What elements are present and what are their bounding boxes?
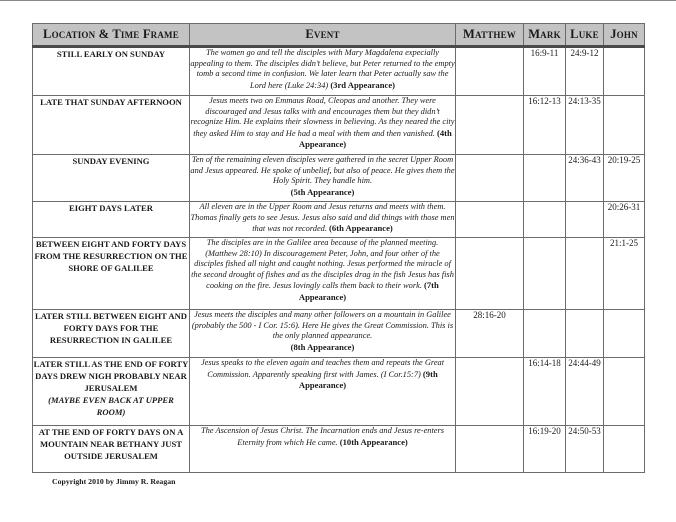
event-text: All eleven are in the Upper Room and Jesus returns and meets with them. Thomas finally gets to see Jesus. Jesus also said and did things with those men that was not recorded. [190, 202, 455, 234]
luke-ref [566, 310, 604, 358]
location-cell [33, 238, 190, 310]
location-cell [33, 47, 190, 96]
appearance-label: (4th Appearance) [298, 127, 452, 150]
appearance-label: (10th Appearance) [339, 436, 408, 447]
appearance-label: (9th Appearance) [298, 368, 438, 391]
table-row [33, 47, 645, 96]
appearance-label: (3rd Appearance) [330, 79, 395, 90]
appearance-label: (5th Appearance) [290, 186, 355, 197]
location-cell [33, 155, 190, 202]
location-cell [33, 358, 190, 426]
luke-ref: 24:50-53 [566, 426, 604, 473]
appearance-label: (6th Appearance) [329, 223, 393, 234]
event-cell [190, 96, 456, 155]
event-text: The disciples are in the Galilee area because of the planned meeting. (Matthew 28:10) In discouragement Peter, John, and four other of the disciples fished all night and caught nothing. Jesus performed the miracle of the second drought of fishes and as the disciples drag in the fish Jesus has fish cooking on the fire. Jesus lovingly calls them back to their work. [191, 238, 454, 291]
matthew-ref [456, 202, 524, 238]
header-matthew: Matthew [456, 24, 524, 47]
copyright-notice: Copyright 2010 by Jimmy R. Reagan [52, 477, 176, 486]
location-text: EIGHT DAYS LATER [69, 203, 153, 213]
matthew-ref [456, 358, 524, 426]
event-cell [190, 358, 456, 426]
luke-ref: 24:13-35 [566, 96, 604, 155]
john-ref [604, 310, 645, 358]
john-ref [604, 358, 645, 426]
matthew-ref [456, 155, 524, 202]
page-top-rule [0, 0, 676, 1]
event-text: Ten of the remaining eleven disciples were gathered in the secret Upper Room and Jesus appeared. He spoke of unbelief, but also of peace. He gives them the Holy Spirit. They handle him. [190, 155, 455, 186]
location-text: LATER STILL BETWEEN EIGHT AND FORTY DAYS FOR THE RESURRECTION IN GALILEE [34, 311, 188, 345]
event-cell [190, 310, 456, 358]
location-text: BETWEEN EIGHT AND FORTY DAYS FROM THE RESURRECTION ON THE SHORE OF GALILEE [34, 239, 188, 273]
matthew-ref: 28:16-20 [456, 310, 524, 358]
matthew-ref [456, 96, 524, 155]
event-cell [190, 47, 456, 96]
matthew-ref [456, 238, 524, 310]
mark-ref [524, 155, 566, 202]
table-row [33, 358, 645, 426]
location-cell [33, 202, 190, 238]
location-cell [33, 96, 190, 155]
event-text: The Ascension of Jesus Christ. The Incarnation ends and Jesus re-enters Eternity from which He came. [200, 426, 445, 447]
mark-ref: 16:9-11 [524, 47, 566, 96]
event-text: Jesus meets two on Emmaus Road, Cleopas and another. They were discouraged and Jesus talks with and encourages them but they didn’t recognize Him. He explains their slowness in believing. As they neared the city they asked Him to stay and He had a meal with them and then vanished. [190, 96, 455, 138]
john-ref: 20:19-25 [604, 155, 645, 202]
table-row [33, 96, 645, 155]
location-cell [33, 426, 190, 473]
header-event: Event [190, 24, 456, 47]
table-row [33, 426, 645, 473]
event-cell [190, 202, 456, 238]
john-ref: 21:1-25 [604, 238, 645, 310]
header-luke: Luke [566, 24, 604, 47]
table-row [33, 202, 645, 238]
event-text: Jesus speaks to the eleven again and teaches them and repeats the Great Commission. Apparently speaking first with James. (I Cor.15:7) [200, 358, 445, 379]
header-mark: Mark [524, 24, 566, 47]
location-cell [33, 310, 190, 358]
luke-ref: 24:44-49 [566, 358, 604, 426]
header-john: John [604, 24, 645, 47]
mark-ref: 16:19-20 [524, 426, 566, 473]
luke-ref [566, 202, 604, 238]
event-cell [190, 155, 456, 202]
appearance-label: (8th Appearance) [290, 341, 355, 352]
john-ref: 20:26-31 [604, 202, 645, 238]
table-row [33, 238, 645, 310]
john-ref [604, 426, 645, 473]
john-ref [604, 47, 645, 96]
event-cell [190, 426, 456, 473]
mark-ref [524, 238, 566, 310]
location-text: LATE THAT SUNDAY AFTERNOON [40, 97, 182, 107]
table-row [33, 310, 645, 358]
location-text: SUNDAY EVENING [72, 156, 150, 166]
table-row [33, 155, 645, 202]
event-cell [190, 238, 456, 310]
appearances-table [32, 23, 645, 473]
header-location: Location & Time Frame [33, 24, 190, 47]
event-text: The women go and tell the disciples with Mary Magdalena expecially appealing to them. The disciples didn’t believe, but Peter returned to the empty tomb a second time in confusion. We later learn that Peter actually saw the Lord here (Luke 24:34) [190, 48, 455, 90]
luke-ref [566, 238, 604, 310]
table-header-row [33, 24, 645, 47]
location-text: STILL EARLY ON SUNDAY [56, 49, 166, 59]
mark-ref: 16:14-18 [524, 358, 566, 426]
location-note: (MAYBE EVEN BACK AT UPPER ROOM) [48, 395, 174, 417]
mark-ref: 16:12-13 [524, 96, 566, 155]
appearance-label: (7th Appearance) [298, 280, 439, 302]
event-text: Jesus meets the disciples and many other followers on a mountain in Galilee (probably the 500 - I Cor. 15:6). Here He gives the Great Commission. This is the only planned appearance. [191, 310, 454, 341]
luke-ref: 24:36-43 [566, 155, 604, 202]
mark-ref [524, 310, 566, 358]
john-ref [604, 96, 645, 155]
location-text: AT THE END OF FORTY DAYS ON A MOUNTAIN NEAR BETHANY JUST OUTSIDE JERUSALEM [38, 427, 184, 461]
location-text: LATER STILL AS THE END OF FORTY DAYS DREW NIGH PROBABLY NEAR JERUSALEM [33, 359, 189, 393]
matthew-ref [456, 426, 524, 473]
matthew-ref [456, 47, 524, 96]
mark-ref [524, 202, 566, 238]
luke-ref: 24:9-12 [566, 47, 604, 96]
